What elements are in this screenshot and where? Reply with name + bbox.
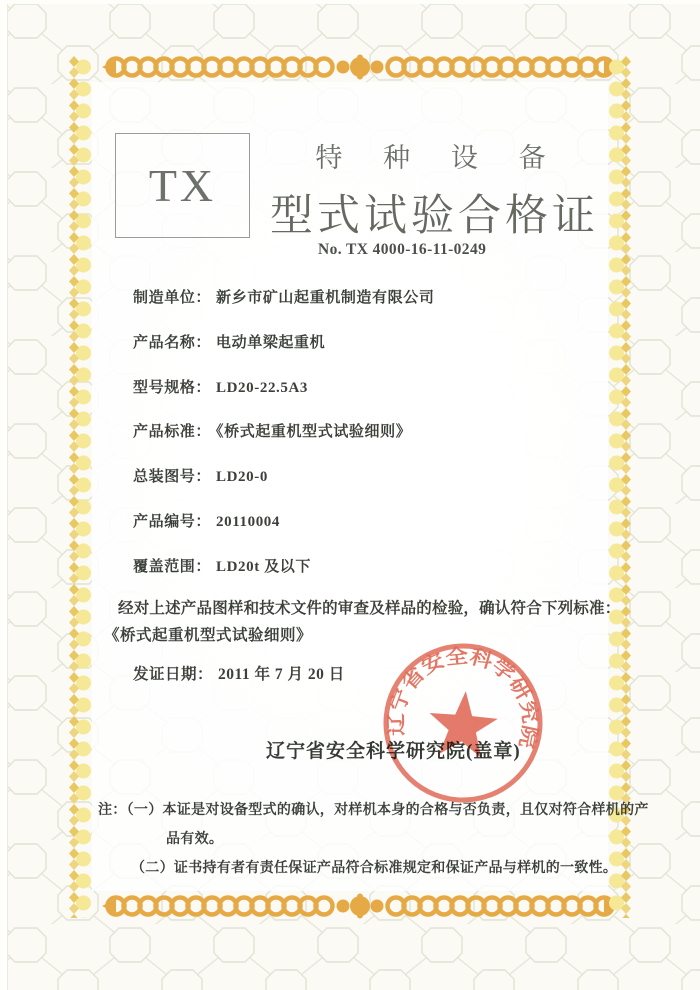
statement-line-2: 《桥式起重机型式试验细则》 — [104, 627, 313, 644]
field-label: 产品名称： — [133, 335, 212, 351]
field-value: 电动单梁起重机 — [216, 335, 326, 351]
certificate-number: No. TX 4000-16-11-0249 — [318, 241, 487, 258]
issue-date-label: 发证日期： — [133, 666, 214, 683]
scan-edge-left — [0, 0, 8, 990]
official-seal — [375, 635, 551, 811]
chain-border-right — [609, 56, 633, 918]
note-line-1: 注：（一）本证是对设备型式的确认，对样机本身的合格与否负责，且仅对符合样机的产 — [98, 803, 649, 818]
field-row-manufacturer — [133, 286, 434, 307]
field-row-coverage — [133, 555, 311, 576]
certificate-title: 型式试验合格证 — [270, 193, 599, 240]
scan-edge-top — [0, 0, 700, 4]
field-row-assembly-drawing-no — [133, 465, 268, 486]
field-row-product-name — [133, 331, 325, 352]
field-row-product-standard — [133, 420, 411, 441]
note-line-2: 品有效。 — [166, 832, 224, 847]
note-line-3: （二）证书持有者有责任保证产品符合标准规定和保证产品与样机的一致性。 — [131, 861, 618, 876]
field-label: 型号规格： — [133, 380, 212, 396]
chain-border-left — [67, 56, 91, 918]
tx-badge-label: TX — [148, 160, 217, 211]
field-value: LD20-0 — [216, 469, 268, 485]
certificate-supertitle: 特 种 设 备 — [315, 143, 563, 173]
field-row-product-no — [133, 510, 280, 531]
seal-star — [426, 688, 500, 759]
field-label: 总装图号： — [133, 469, 212, 485]
field-value: LD20-22.5A3 — [216, 380, 309, 396]
seal-arc-text: 辽宁省安全科学研究院 — [385, 645, 541, 748]
issue-date-value: 2011 年 7 月 20 日 — [218, 666, 345, 683]
field-label: 产品标准： — [133, 424, 212, 440]
ornament-band-top — [100, 54, 620, 80]
issue-date-row — [133, 662, 345, 684]
field-label: 产品编号： — [133, 514, 212, 530]
statement-line-1: 经对上述产品图样和技术文件的审查及样品的检验，确认符合下列标准： — [118, 600, 621, 617]
field-value: 20110004 — [216, 514, 280, 530]
tx-badge — [115, 133, 250, 238]
field-value: LD20t 及以下 — [216, 559, 311, 575]
field-label: 制造单位： — [133, 290, 212, 306]
ornament-band-bottom — [100, 893, 620, 919]
field-row-model-spec — [133, 376, 308, 397]
field-value: 新乡市矿山起重机制造有限公司 — [216, 290, 435, 306]
field-value: 《桥式起重机型式试验细则》 — [216, 424, 412, 440]
field-label: 覆盖范围： — [133, 559, 212, 575]
issuer-signature: 辽宁省安全科学研究院(盖章) — [266, 741, 521, 762]
